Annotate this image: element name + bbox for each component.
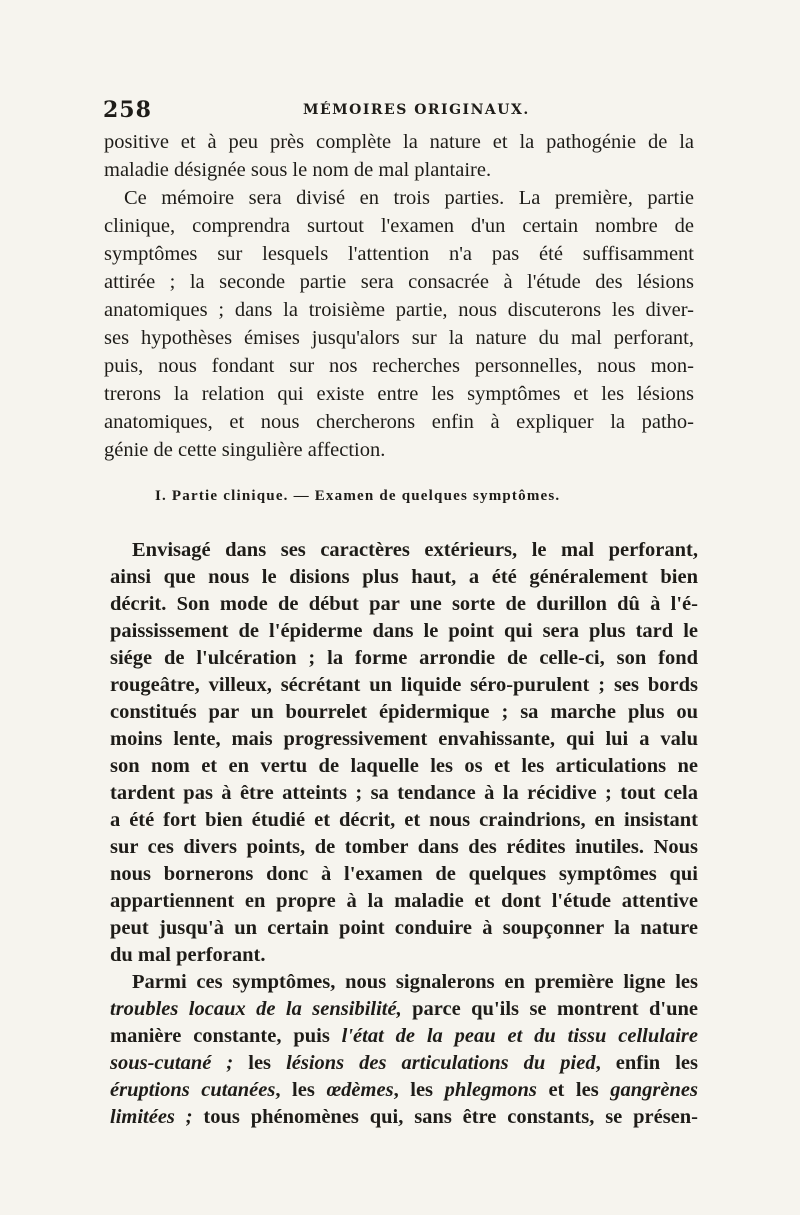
text-line: paississement de l'épiderme dans le point qui sera plus tard le <box>110 620 698 642</box>
text-line: constitués par un bourrelet épidermique ; sa marche plus ou <box>110 701 698 723</box>
text-line: Parmi ces symptômes, nous signalerons en première ligne les <box>132 971 698 993</box>
text-run: les <box>233 1052 287 1074</box>
italic-term: sous-cutané ; <box>110 1052 234 1074</box>
text-line: trerons la relation qui existe entre les symptômes et les lésions <box>104 383 694 405</box>
text-line: appartiennent en propre à la maladie et dont l'étude attentive <box>110 890 698 912</box>
text-line: maladie désignée sous le nom de mal plantaire. <box>104 159 492 181</box>
text-line: symptômes sur lesquels l'attention n'a pas été suffisamment <box>104 243 694 265</box>
text-run: tous phénomènes qui, sans être constants, se présen- <box>192 1106 699 1128</box>
italic-term: œdèmes <box>326 1079 394 1101</box>
page-number: 258 <box>103 97 152 123</box>
italic-term: gangrènes <box>610 1079 698 1101</box>
text-run: parce qu'ils se montrent d'une <box>401 998 698 1020</box>
text-line: anatomiques, et nous chercherons enfin à expliquer la patho- <box>104 411 694 433</box>
text-line: rougeâtre, villeux, sécrétant un liquide séro-purulent ; ses bords <box>110 674 698 696</box>
text-run: , les <box>393 1079 445 1101</box>
text-line: positive et à peu près complète la nature et la pathogénie de la <box>104 131 694 153</box>
text-run: , les <box>275 1079 327 1101</box>
text-line: a été fort bien étudié et décrit, et nous craindrions, en insistant <box>110 809 698 831</box>
text-run: manière constante, puis <box>110 1025 342 1047</box>
text-line: Ce mémoire sera divisé en trois parties. La première, partie <box>124 187 694 209</box>
italic-term: éruptions cutanées <box>110 1079 276 1101</box>
text-line: du mal perforant. <box>110 944 266 966</box>
text-line: puis, nous fondant sur nos recherches personnelles, nous mon- <box>104 355 694 377</box>
text-line: siége de l'ulcération ; la forme arrondie de celle-ci, son fond <box>110 647 698 669</box>
text-line: anatomiques ; dans la troisième partie, nous discuterons les diver- <box>104 299 694 321</box>
text-line: génie de cette singulière affection. <box>104 439 386 461</box>
text-line: sur ces divers points, de tomber dans des rédites inutiles. Nous <box>110 836 698 858</box>
text-line <box>110 1022 698 1050</box>
text-line: clinique, comprendra surtout l'examen d'un certain nombre de <box>104 215 694 237</box>
text-line: son nom et en vertu de laquelle les os et les articulations ne <box>110 755 698 777</box>
text-run: et les <box>536 1079 611 1101</box>
text-line <box>110 1103 698 1131</box>
text-line: ses hypothèses émises jusqu'alors sur la nature du mal perforant, <box>104 327 694 349</box>
section-heading: I. Partie clinique. — Examen de quelques symptômes. <box>155 488 561 504</box>
italic-term: phlegmons <box>444 1079 537 1101</box>
italic-term: limitées ; <box>110 1106 193 1128</box>
text-line: décrit. Son mode de début par une sorte de durillon dû à l'é- <box>110 593 698 615</box>
text-line: attirée ; la seconde partie sera consacrée à l'étude des lésions <box>104 271 694 293</box>
italic-term: troubles locaux de la sensibilité, <box>110 998 402 1020</box>
text-line <box>110 995 698 1023</box>
text-run: , enfin les <box>595 1052 698 1074</box>
text-line: nous bornerons donc à l'examen de quelques symptômes qui <box>110 863 698 885</box>
text-line: tardent pas à être atteints ; sa tendance à la récidive ; tout cela <box>110 782 698 804</box>
text-line: Envisagé dans ses caractères extérieurs, le mal perforant, <box>132 539 698 561</box>
running-title: MÉMOIRES ORIGINAUX. <box>303 102 530 118</box>
text-line: peut jusqu'à un certain point conduire à soupçonner la nature <box>110 917 698 939</box>
text-line <box>110 1049 698 1077</box>
text-line: moins lente, mais progressivement envahissante, qui lui a valu <box>110 728 698 750</box>
page-header <box>103 97 693 127</box>
text-line: ainsi que nous le disions plus haut, a été généralement bien <box>110 566 698 588</box>
italic-term: l'état de la peau et du tissu cellulaire <box>341 1025 698 1047</box>
text-line <box>110 1076 698 1104</box>
italic-term: lésions des articulations du pied <box>286 1052 596 1074</box>
